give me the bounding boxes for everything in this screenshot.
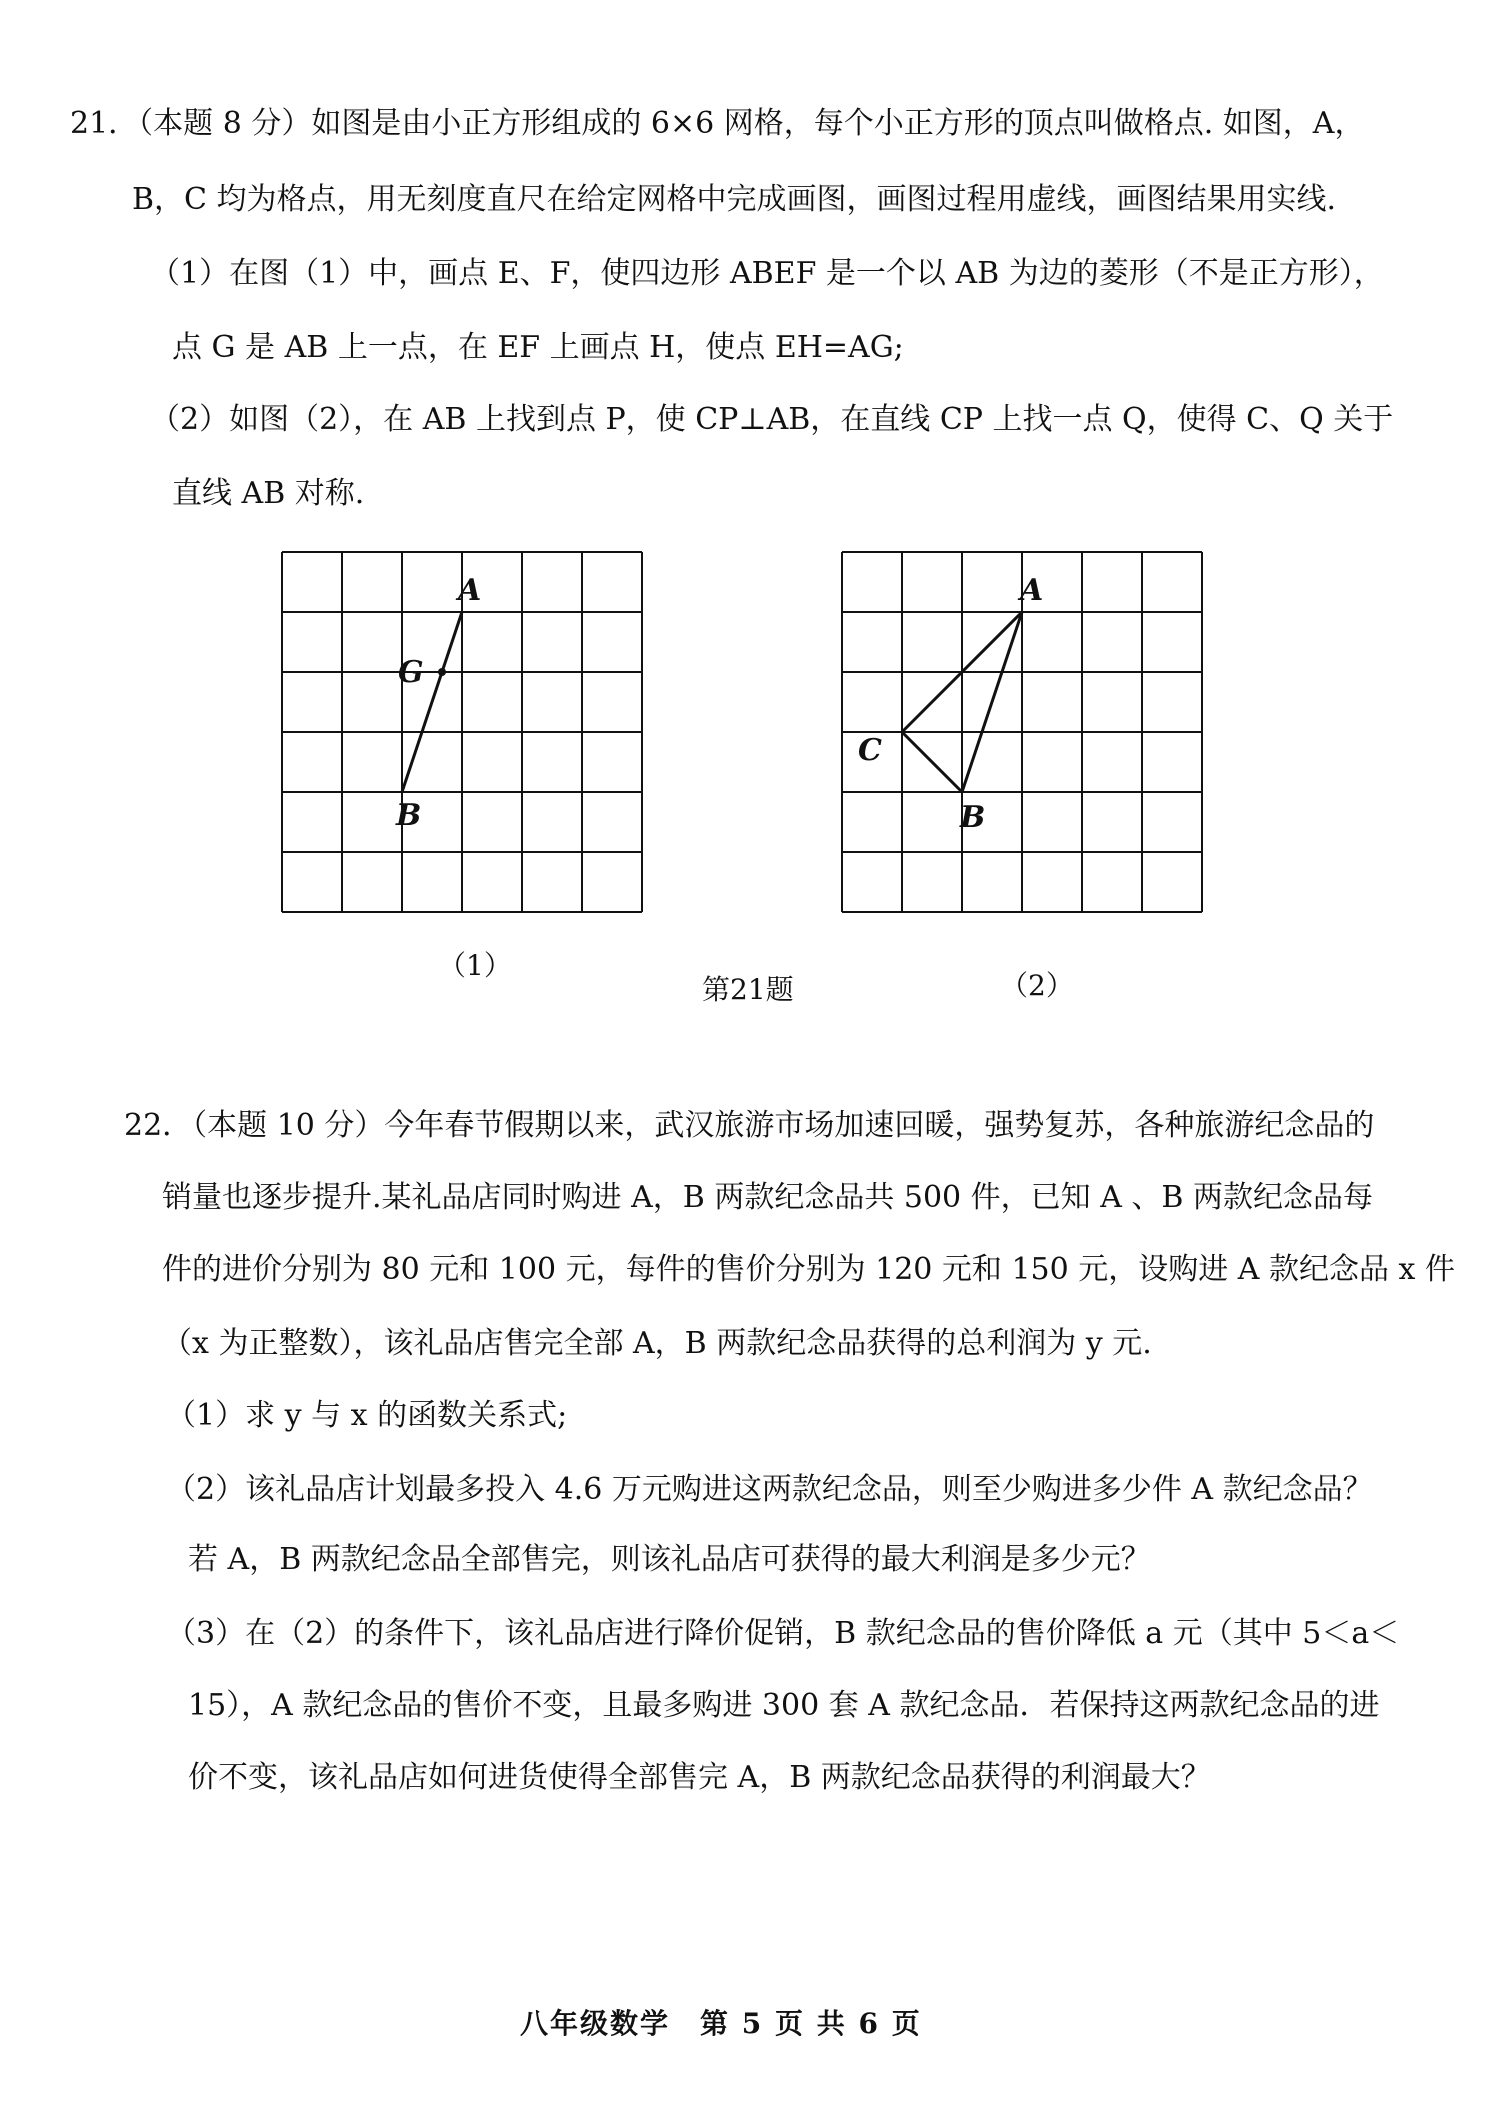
point-g-dot [438, 668, 446, 676]
q22-part2-line-1: （2）该礼品店计划最多投入 4.6 万元购进这两款纪念品，则至少购进多少件 A 款纪念品？ [166, 1472, 1373, 1507]
q21-part1-line-1: （1）在图（1）中，画点 E、F，使四边形 ABEF 是一个以 AB 为边的菱形（不是正方形）， [150, 256, 1384, 291]
q22-line-1: 22．（本题 10 分）今年春节假期以来，武汉旅游市场加速回暖，强势复苏，各种旅游纪念品的 [124, 1108, 1375, 1143]
label-a-fig2: A [1020, 573, 1044, 608]
q22-part1: （1）求 y 与 x 的函数关系式; [166, 1398, 568, 1433]
figure-title: 第21题 [702, 973, 794, 1006]
segment-ab-fig1 [402, 612, 462, 792]
figure-1-grid [250, 540, 670, 940]
q22-line-3: 件的进价分别为 80 元和 100 元，每件的售价分别为 120 元和 150 元，设购进 A 款纪念品 x 件 [162, 1252, 1455, 1287]
q21-part1-line-2: 点 G 是 AB 上一点，在 EF 上画点 H，使点 EH=AG; [172, 330, 904, 365]
figure-2-grid [810, 540, 1230, 940]
label-a-fig1: A [458, 573, 482, 608]
label-g-fig1: G [398, 655, 424, 690]
q21-line-1: 21．（本题 8 分）如图是由小正方形组成的 6×6 网格，每个小正方形的顶点叫做格点. 如图，A， [70, 106, 1365, 141]
label-b-fig1: B [396, 798, 422, 833]
q22-part3-line-2: 15），A 款纪念品的售价不变，且最多购进 300 套 A 款纪念品．若保持这两款纪念品的进 [188, 1688, 1380, 1723]
q22-part3-line-3: 价不变，该礼品店如何进货使得全部售完 A，B 两款纪念品获得的利润最大？ [188, 1760, 1211, 1795]
figure-2-caption: （2） [1000, 969, 1074, 1002]
q22-part2-line-2: 若 A，B 两款纪念品全部售完，则该礼品店可获得的最大利润是多少元？ [188, 1542, 1151, 1577]
q21-part2-line-2: 直线 AB 对称. [172, 476, 365, 511]
q21-line-2: B，C 均为格点，用无刻度直尺在给定网格中完成画图，画图过程用虚线，画图结果用实线. [132, 182, 1337, 217]
q21-part2-line-1: （2）如图（2），在 AB 上找到点 P，使 CP⊥AB，在直线 CP 上找一点 Q，使得 C、Q 关于 [150, 402, 1394, 437]
q22-part3-line-1: （3）在（2）的条件下，该礼品店进行降价促销，B 款纪念品的售价降低 a 元（其中 5＜a＜ [166, 1616, 1400, 1651]
page-footer: 八年级数学 第 5 页 共 6 页 [520, 2007, 922, 2040]
label-c-fig2: C [858, 733, 882, 768]
figure-1-caption: （1） [438, 949, 512, 982]
q22-line-2: 销量也逐步提升.某礼品店同时购进 A，B 两款纪念品共 500 件，已知 A 、B 两款纪念品每 [162, 1180, 1373, 1215]
label-b-fig2: B [960, 800, 986, 835]
q22-line-4: （x 为正整数），该礼品店售完全部 A，B 两款纪念品获得的总利润为 y 元. [162, 1326, 1152, 1361]
